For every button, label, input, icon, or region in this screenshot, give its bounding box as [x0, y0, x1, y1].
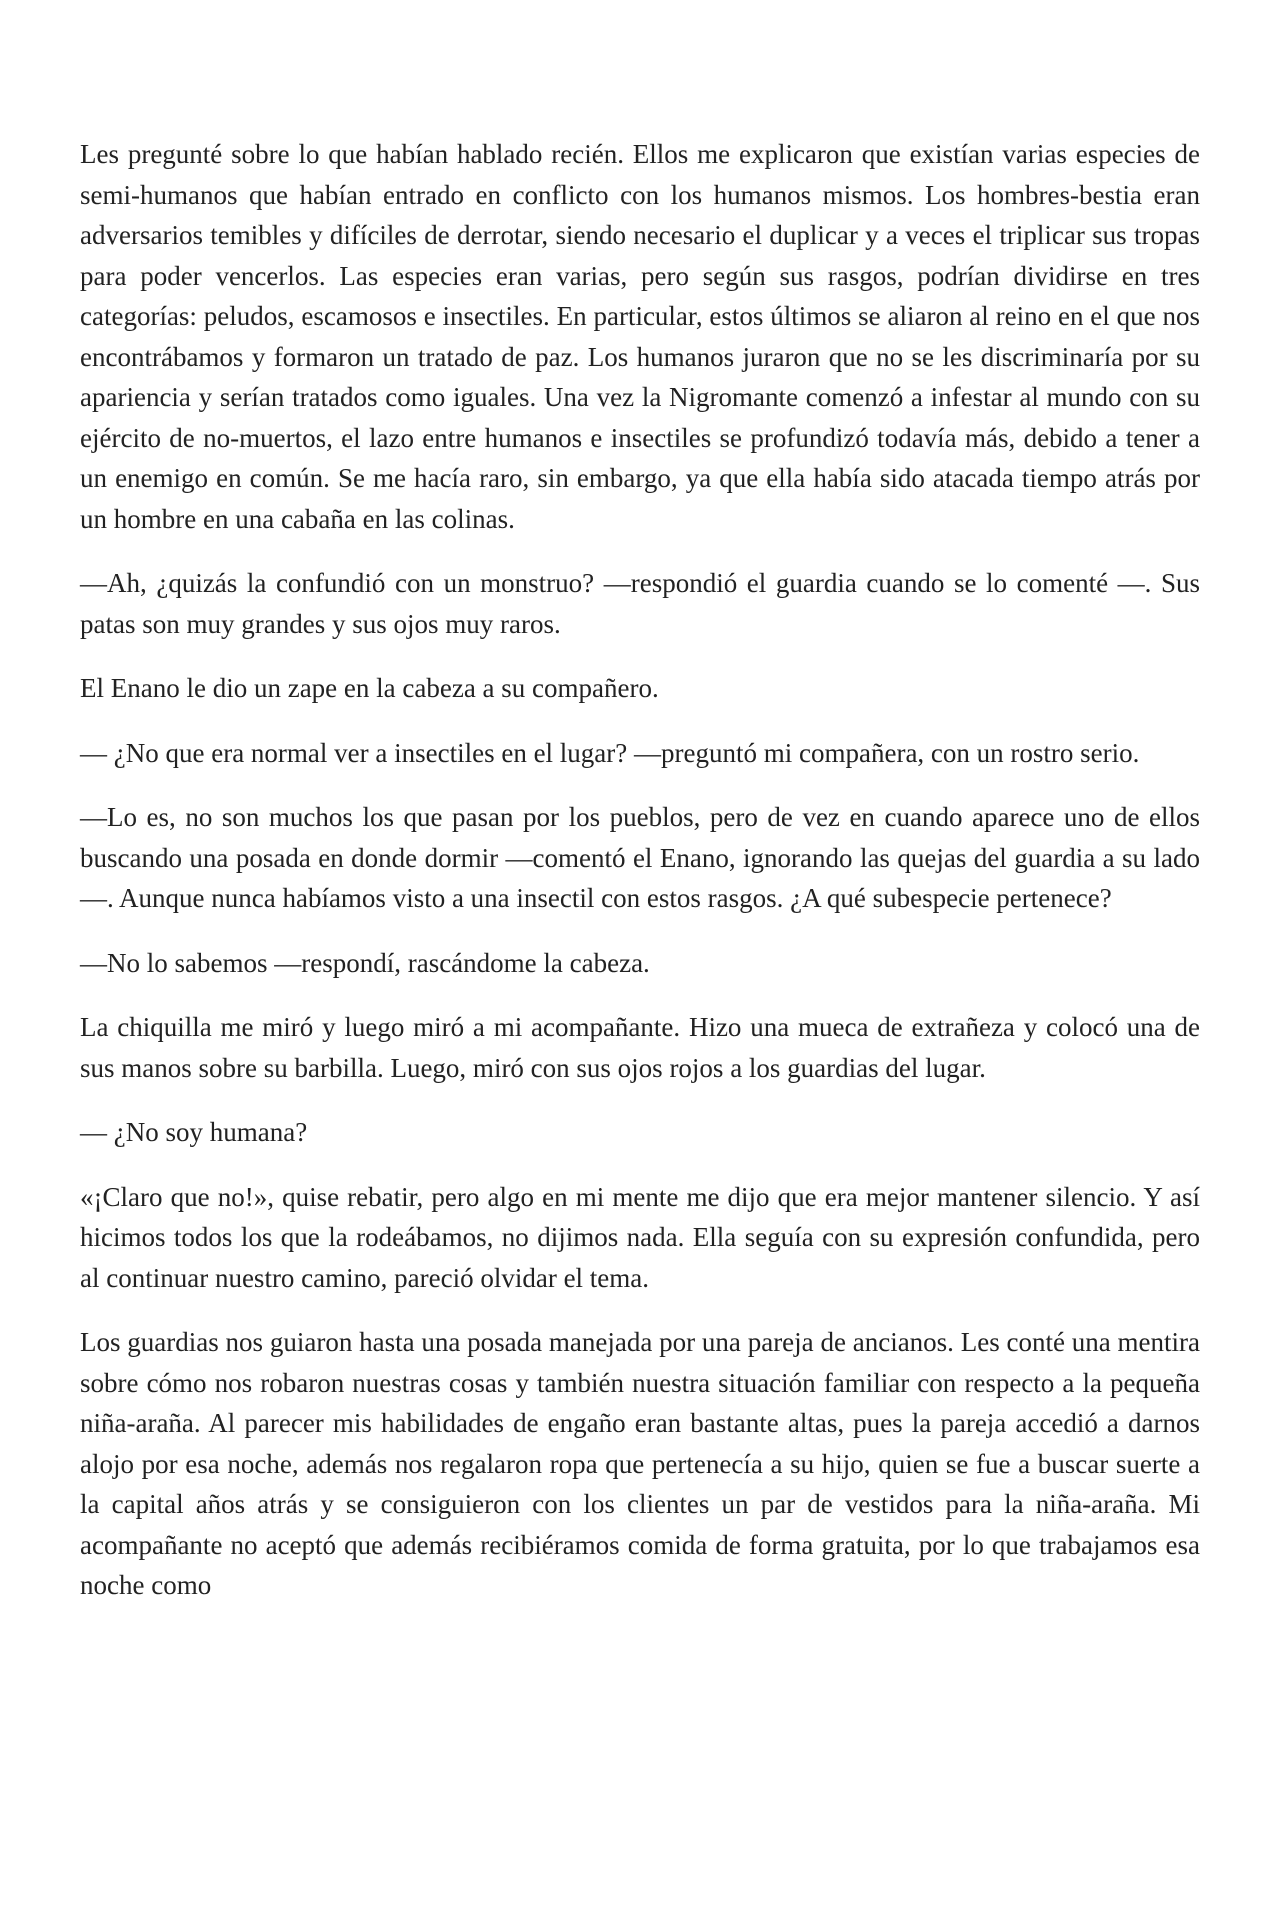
paragraph-10: Los guardias nos guiaron hasta una posada manejada por una pareja de ancianos. Les conté una mentira sobre cómo nos robaron nuestras cosas y también nuestra situación familiar con respecto a la pequeña niña-araña. Al parecer mis habilidades de engaño eran bastante altas, pues la pareja accedió a darnos alojo por esa noche, además nos regalaron ropa que pertenecía a su hijo, quien se fue a buscar suerte a la capital años atrás y se consiguieron con los clientes un par de vestidos para la niña-araña. Mi acompañante no aceptó que además recibiéramos comida de forma gratuita, por lo que trabajamos esa noche como — [80, 1327, 1200, 1600]
paragraph-9: «¡Claro que no!», quise rebatir, pero algo en mi mente me dijo que era mejor mantener silencio. Y así hicimos todos los que la rodeábamos, no dijimos nada. Ella seguía con su expresión confundida, pero al continuar nuestro camino, pareció olvidar el tema. — [80, 1181, 1200, 1293]
paragraph-6: —No lo sabemos —respondí, rascándome la cabeza. — [80, 947, 650, 978]
paragraph-1: Les pregunté sobre lo que habían hablado recién. Ellos me explicaron que existían varias especies de semi-humanos que habían entrado en conflicto con los humanos mismos. Los hombres-bestia eran adversarios temibles y difíciles de derrotar, siendo necesario el duplicar y a veces el triplicar sus tropas para poder vencerlos. Las especies eran varias, pero según sus rasgos, podrían dividirse en tres categorías: peludos, escamosos e insectiles. En particular, estos últimos se aliaron al reino en el que nos encontrábamos y formaron un tratado de paz. Los humanos juraron que no se les discriminaría por su apariencia y serían tratados como iguales. Una vez la Nigromante comenzó a infestar al mundo con su ejército de no-muertos, el lazo entre humanos e insectiles se profundizó todavía más, debido a tener a un enemigo en común. Se me hacía raro, sin embargo, ya que ella había sido atacada tiempo atrás por un hombre en una cabaña en las colinas. — [80, 139, 1200, 534]
paragraph-4: — ¿No que era normal ver a insectiles en el lugar? —preguntó mi compañera, con un rostro serio. — [80, 737, 1140, 768]
paragraph-5: —Lo es, no son muchos los que pasan por los pueblos, pero de vez en cuando aparece uno de ellos buscando una posada en donde dormir —comentó el Enano, ignorando las quejas del guardia a su lado—. Aunque nunca habíamos visto a una insectil con estos rasgos. ¿A qué subespecie pertenece? — [80, 802, 1200, 913]
paragraph-8: — ¿No soy humana? — [80, 1117, 308, 1147]
document-page — [80, 134, 1200, 1630]
paragraph-7: La chiquilla me miró y luego miró a mi acompañante. Hizo una mueca de extrañeza y colocó una de sus manos sobre su barbilla. Luego, miró con sus ojos rojos a los guardias del lugar. — [80, 1012, 1200, 1083]
paragraph-2: —Ah, ¿quizás la confundió con un monstruo? —respondió el guardia cuando se lo comenté —. Sus patas son muy grandes y sus ojos muy raros. — [80, 568, 1200, 639]
paragraph-3: El Enano le dio un zape en la cabeza a su compañero. — [80, 673, 659, 703]
